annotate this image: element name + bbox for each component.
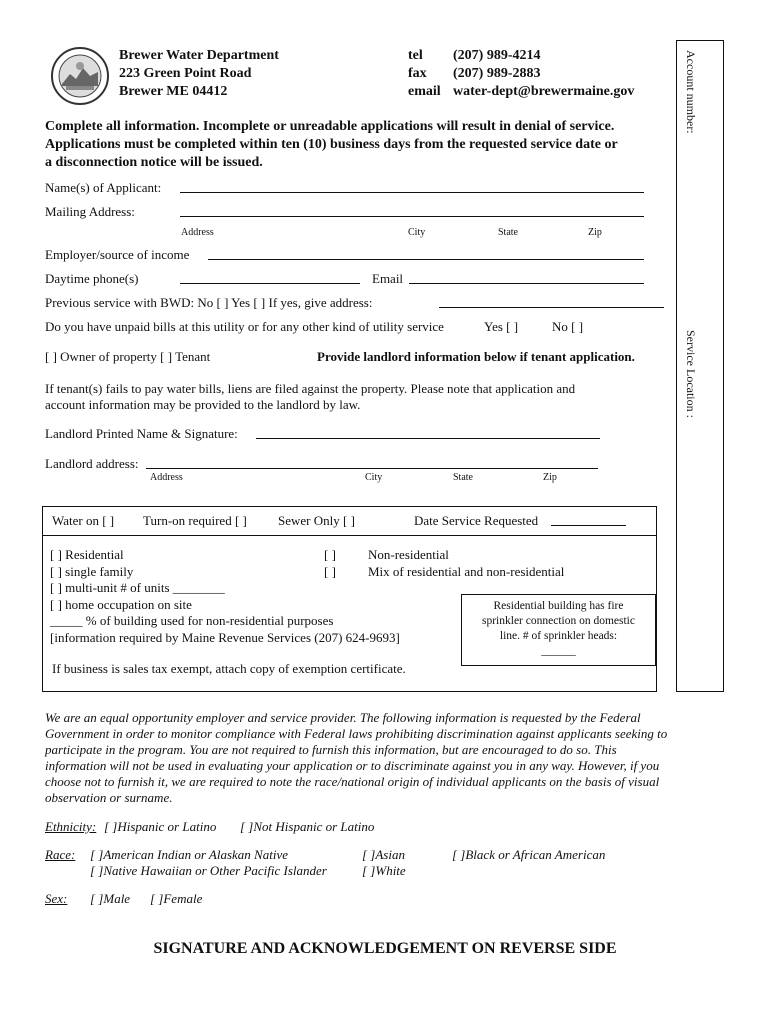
instructions-line-1: Complete all information. Incomplete or unreadable applications will result in denial of service. bbox=[45, 119, 615, 134]
service-box-divider bbox=[43, 535, 656, 536]
previous-address-field[interactable] bbox=[439, 307, 664, 308]
race-white-checkbox[interactable]: [ ]White bbox=[362, 863, 406, 878]
applicant-name-field[interactable] bbox=[180, 192, 644, 193]
mixed-use-checkbox[interactable]: [ ] bbox=[324, 564, 336, 579]
email-label: email bbox=[408, 84, 441, 99]
org-street: 223 Green Point Road bbox=[119, 66, 252, 81]
maine-revenue-note: [information required by Maine Revenue Services (207) 624-9693] bbox=[50, 630, 400, 645]
landlord-name-label: Landlord Printed Name & Signature: bbox=[45, 426, 238, 441]
fax-value: (207) 989-2883 bbox=[453, 66, 541, 81]
eeo-line-2: Government in order to monitor compliance with Federal laws prohibiting discrimination against applicants seeking to bbox=[45, 726, 668, 741]
landlord-state-caption: State bbox=[453, 472, 473, 483]
employer-field[interactable] bbox=[208, 259, 644, 260]
mailing-state-caption: State bbox=[498, 227, 518, 238]
unpaid-bills-question: Do you have unpaid bills at this utility or for any other kind of utility service bbox=[45, 319, 444, 334]
previous-service-label: Previous service with BWD: No [ ] Yes [ ] If yes, give address: bbox=[45, 295, 373, 310]
sprinkler-line-3: line. # of sprinkler heads: bbox=[499, 630, 618, 642]
home-occupation-checkbox[interactable]: [ ] home occupation on site bbox=[50, 597, 192, 612]
signature-reverse-note: SIGNATURE AND ACKNOWLEDGEMENT ON REVERSE SIDE bbox=[153, 940, 617, 957]
sex-male-checkbox[interactable]: [ ]Male bbox=[90, 891, 131, 906]
instructions-line-3: a disconnection notice will be issued. bbox=[45, 155, 263, 170]
race-label: Race: bbox=[45, 847, 76, 862]
residential-checkbox[interactable]: [ ] Residential bbox=[50, 547, 124, 562]
eeo-line-4: information will not be used in evaluating your application or to discriminate against you in any way. However, if you bbox=[45, 758, 660, 773]
org-name: Brewer Water Department bbox=[119, 48, 279, 63]
nonresidential-checkbox[interactable]: [ ] bbox=[324, 547, 336, 562]
multi-unit-checkbox[interactable]: [ ] multi-unit # of units ________ bbox=[50, 580, 225, 595]
landlord-address-caption: Address bbox=[150, 472, 183, 483]
tel-value: (207) 989-4214 bbox=[453, 48, 541, 63]
daytime-phone-label: Daytime phone(s) bbox=[45, 271, 139, 286]
email-value: water-dept@brewermaine.gov bbox=[453, 84, 635, 99]
nonresidential-label: Non-residential bbox=[368, 547, 449, 562]
sewer-only-checkbox[interactable]: Sewer Only [ ] bbox=[278, 513, 355, 528]
sprinkler-line-1: Residential building has fire bbox=[493, 600, 624, 612]
landlord-address-field[interactable] bbox=[146, 468, 598, 469]
city-seal-logo bbox=[50, 46, 110, 106]
lien-notice-line-2: account information may be provided to the landlord by law. bbox=[45, 397, 361, 412]
date-requested-field[interactable] bbox=[551, 525, 626, 526]
email-field[interactable] bbox=[409, 283, 644, 284]
date-requested-label: Date Service Requested bbox=[414, 513, 539, 528]
landlord-name-field[interactable] bbox=[256, 438, 600, 439]
unpaid-yes-checkbox[interactable]: Yes [ ] bbox=[484, 319, 519, 334]
account-number-label: Account number: bbox=[684, 50, 698, 134]
ethnicity-hispanic-checkbox[interactable]: [ ]Hispanic or Latino bbox=[104, 819, 217, 834]
instructions-line-2: Applications must be completed within ten (10) business days from the requested service date or bbox=[45, 137, 618, 152]
eeo-line-3: participate in the program. You are not required to furnish this information, but are encouraged to do so. This bbox=[45, 742, 617, 757]
landlord-city-caption: City bbox=[365, 472, 383, 483]
fax-label: fax bbox=[408, 66, 427, 81]
turn-on-checkbox[interactable]: Turn-on required [ ] bbox=[143, 513, 247, 528]
tax-exempt-note: If business is sales tax exempt, attach copy of exemption certificate. bbox=[52, 661, 406, 676]
lien-notice-line-1: If tenant(s) fails to pay water bills, liens are filed against the property. Please note that application and bbox=[45, 381, 576, 396]
ethnicity-not-hispanic-checkbox[interactable]: [ ]Not Hispanic or Latino bbox=[240, 819, 375, 834]
email-field-label: Email bbox=[372, 271, 404, 286]
eeo-line-1: We are an equal opportunity employer and service provider. The following information is requested by the Federal bbox=[45, 710, 641, 725]
mailing-address-caption: Address bbox=[181, 227, 214, 238]
mixed-use-label: Mix of residential and non-residential bbox=[368, 564, 565, 579]
sex-female-checkbox[interactable]: [ ]Female bbox=[150, 891, 203, 906]
service-location-label: Service Location : bbox=[684, 330, 698, 418]
mailing-address-field[interactable] bbox=[180, 216, 644, 217]
owner-tenant-checkboxes[interactable]: [ ] Owner of property [ ] Tenant bbox=[45, 349, 211, 364]
mailing-address-label: Mailing Address: bbox=[45, 204, 135, 219]
sprinkler-box bbox=[461, 594, 656, 666]
applicant-name-label: Name(s) of Applicant: bbox=[45, 180, 162, 195]
sprinkler-heads-field[interactable]: ______ bbox=[541, 645, 576, 657]
sprinkler-line-2: sprinkler connection on domestic bbox=[482, 615, 635, 627]
water-on-checkbox[interactable]: Water on [ ] bbox=[52, 513, 115, 528]
landlord-zip-caption: Zip bbox=[543, 472, 557, 483]
ethnicity-label: Ethnicity: bbox=[45, 819, 97, 834]
race-pacific-islander-checkbox[interactable]: [ ]Native Hawaiian or Other Pacific Islander bbox=[90, 863, 327, 878]
eeo-line-5: choose not to furnish it, we are required to note the race/national origin of individual applicants on the basis of visual bbox=[45, 774, 660, 789]
race-black-checkbox[interactable]: [ ]Black or African American bbox=[452, 847, 606, 862]
mailing-city-caption: City bbox=[408, 227, 426, 238]
race-asian-checkbox[interactable]: [ ]Asian bbox=[362, 847, 405, 862]
percent-nonresidential-field[interactable]: _____ % of building used for non-residential purposes bbox=[50, 613, 334, 628]
eeo-line-6: observation or surname. bbox=[45, 790, 173, 805]
unpaid-no-checkbox[interactable]: No [ ] bbox=[552, 319, 584, 334]
sex-label: Sex: bbox=[45, 891, 68, 906]
daytime-phone-field[interactable] bbox=[180, 283, 360, 284]
employer-label: Employer/source of income bbox=[45, 247, 190, 262]
mailing-zip-caption: Zip bbox=[588, 227, 602, 238]
landlord-note: Provide landlord information below if tenant application. bbox=[317, 349, 635, 364]
landlord-address-label: Landlord address: bbox=[45, 456, 139, 471]
single-family-checkbox[interactable]: [ ] single family bbox=[50, 564, 134, 579]
org-city-state-zip: Brewer ME 04412 bbox=[119, 84, 228, 99]
race-american-indian-checkbox[interactable]: [ ]American Indian or Alaskan Native bbox=[90, 847, 288, 862]
tel-label: tel bbox=[408, 48, 423, 63]
